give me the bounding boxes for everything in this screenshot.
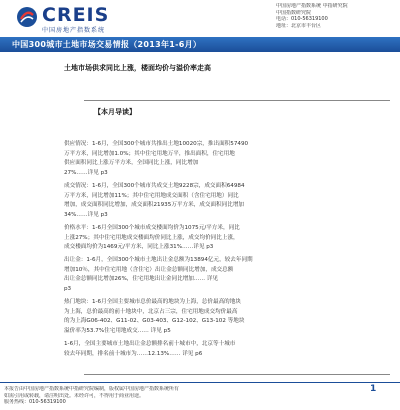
land-fee-line: 出让金：1-6月，全国300个城市土地出让金总额为13894亿元，较去年同期 <box>64 257 253 263</box>
contact-line: 中国房地产指数系统 中指研究院 <box>276 3 348 9</box>
footer-line: 服务热线：010-56319100 <box>4 399 66 406</box>
hot-parcels-section <box>64 298 390 336</box>
price-line: 上涨27%；其中住宅用地成交楼面均价同比上涨，成交均价同比上涨， <box>64 234 239 241</box>
transaction-line: 增加，成交面积同比增加，成交面积21935万平方米，成交面积同比增加 <box>64 202 245 209</box>
report-banner <box>0 37 400 52</box>
price-line: 价格水平：1-6月全国300个城市成交楼面均价为1075元/平方米，同比 <box>64 225 240 231</box>
ranking-line: 1-6月，全国主要城市土地出让金总额排名前十城市中，北京等十城市 <box>64 341 236 347</box>
hot-parcels-line: 的为上海G06-402、G11-02、G03-403、G12-102、G13-102 等地块 <box>64 318 245 325</box>
supply-section <box>64 140 390 178</box>
supply-line: 供应面积同比上涨万平方米，全国同比上涨，同比增加 <box>64 160 199 167</box>
land-fee-line: p3 <box>64 285 72 292</box>
ranking-section <box>64 340 390 359</box>
contact-line: 地址：北京市丰台区 <box>276 22 322 29</box>
transaction-line: 成交情况：1-6月，全国300个城市共成交土地9228宗，成交面积64984 <box>64 183 245 189</box>
hot-parcels-line: 为上海，总价最高的前十地块中，北京占三宗，住宅用地成交均价最高 <box>64 308 238 315</box>
contact-line: 中国指数研究院 <box>276 9 312 16</box>
transaction-section <box>64 182 390 220</box>
footer-disclaimer <box>4 386 344 406</box>
supply-line: 供应情况：1-6月，全国300个城市共推出土地10020宗，推出面积57490 <box>64 141 249 147</box>
report-headline: 土地市场供求同比上涨，楼面均价与溢价率走高 <box>64 64 211 72</box>
page-header <box>0 0 400 36</box>
supply-line: 27%……详见 p3 <box>64 169 108 176</box>
logo-subtitle: 中国房地产指数系统 <box>42 27 106 34</box>
creis-logo-icon <box>16 6 38 28</box>
contact-line: 电话：010-56319100 <box>276 16 328 22</box>
price-line: 成交楼面均价为1469元/平方米，同比上涨31%……详见 p3 <box>64 244 214 251</box>
hot-parcels-line: 热门地块：1-6月全国主要城市总价最高的地块为上海，总价最高的地块 <box>64 299 241 305</box>
ranking-line: 较去年同期，排名前十城市为……12.13%…… 详见 p6 <box>64 350 203 357</box>
land-fee-section <box>64 256 390 294</box>
page-number: 1 <box>370 384 377 394</box>
land-fee-line: 出让金总额同比增加26%，住宅用地出让金同比增加…… 详见 <box>64 276 219 283</box>
supply-line: 万平方米，同比增加1.0%；其中住宅用地万平，推出面积，住宅用地 <box>64 150 235 157</box>
transaction-line: 万平方米，同比增加11%；其中住宅用地成交面积（含住宅用地）同比 <box>64 192 239 199</box>
report-title: 中国300城市土地市场交易情报（2013年1-6月） <box>12 40 202 49</box>
price-section <box>64 224 390 253</box>
land-fee-line: 增加10％，其中住宅用地（含住宅）出让金总额同比增加，成交总额 <box>64 266 234 273</box>
transaction-line: 34%……详见 p3 <box>64 211 108 218</box>
footer-divider <box>0 382 400 383</box>
contact-info <box>276 3 394 29</box>
summary-title: 【本月导读】 <box>94 108 136 116</box>
footer-line: 本报告由中国房地产指数系统中指研究院编制，版权属中国房地产指数系统所有 <box>4 386 180 392</box>
hot-parcels-line: 溢价率为53.7%住宅用地成交…… 详见 p5 <box>64 327 171 334</box>
logo-text: CREIS <box>42 4 110 26</box>
footer-line: 如需引用或转载，请注明出处。未经许可，不得用于商业用途。 <box>4 392 145 399</box>
